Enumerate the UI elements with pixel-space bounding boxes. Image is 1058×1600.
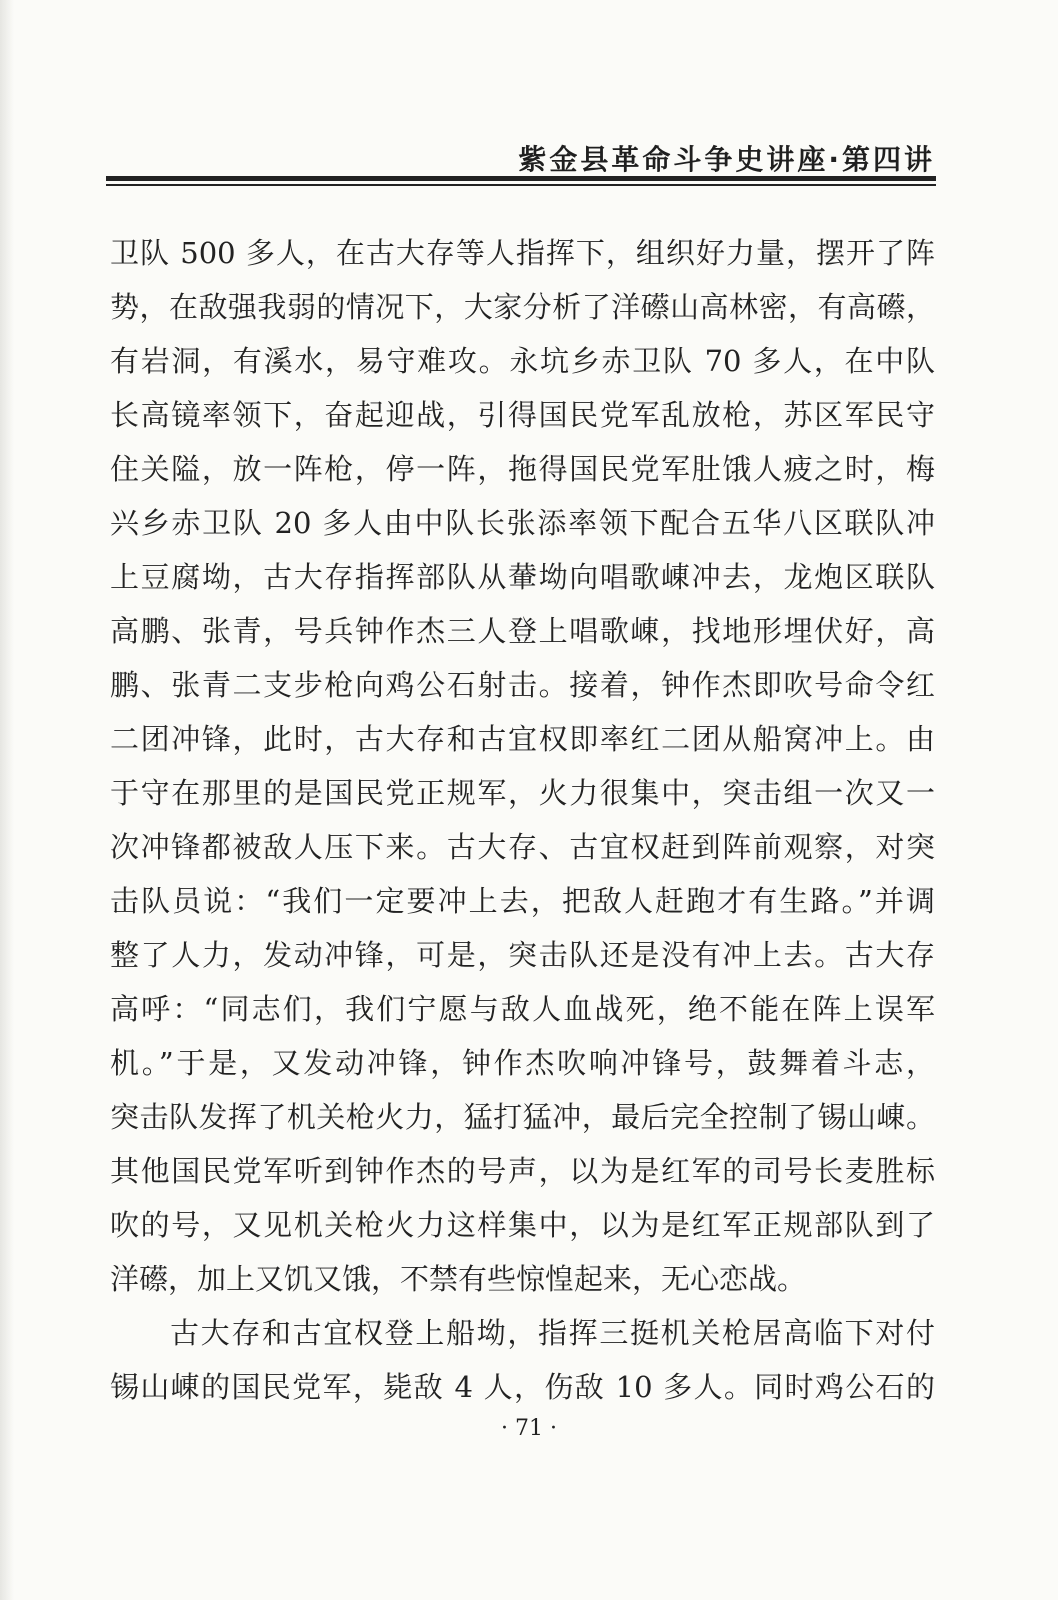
text-line: 鹏、张青二支步枪向鸡公石射击。接着，钟作杰即吹号命令红 <box>110 668 935 702</box>
body-text <box>110 226 935 1414</box>
text-line: 机。”于是，又发动冲锋，钟作杰吹响冲锋号，鼓舞着斗志， <box>110 1046 935 1080</box>
text-line: 势，在敌强我弱的情况下，大家分析了洋礤山高林密，有高礤， <box>110 290 935 324</box>
running-header-title: 紫金县革命斗争史讲座·第四讲 <box>518 143 935 176</box>
text-line: 吹的号，又见机关枪火力这样集中，以为是红军正规部队到了 <box>110 1208 935 1242</box>
text-line: 高呼：“同志们，我们宁愿与敌人血战死，绝不能在阵上误军 <box>110 992 935 1026</box>
page-spine-shadow <box>0 0 14 1600</box>
text-line: 有岩洞，有溪水，易守难攻。永坑乡赤卫队 70 多人，在中队 <box>110 344 935 378</box>
text-line: 卫队 500 多人，在古大存等人指挥下，组织好力量，摆开了阵 <box>110 236 935 270</box>
paragraph-start-line: 古大存和古宜权登上船坳，指挥三挺机关枪居高临下对付 <box>170 1316 935 1350</box>
text-line: 住关隘，放一阵枪，停一阵，拖得国民党军肚饿人疲之时，梅 <box>110 452 935 486</box>
page-number: · 71 · <box>501 1416 557 1441</box>
text-line: 二团冲锋，此时，古大存和古宜权即率红二团从船窝冲上。由 <box>110 722 935 756</box>
text-line: 锡山崠的国民党军，毙敌 4 人，伤敌 10 多人。同时鸡公石的 <box>110 1370 935 1404</box>
text-line: 上豆腐坳，古大存指挥部队从輂坳向唱歌崠冲去，龙炮区联队 <box>110 560 935 594</box>
header-rule-thick <box>106 176 936 181</box>
text-line: 兴乡赤卫队 20 多人由中队长张添率领下配合五华八区联队冲 <box>110 506 935 540</box>
text-line: 其他国民党军听到钟作杰的号声，以为是红军的司号长麦胜标 <box>110 1154 935 1188</box>
paragraph-end-line: 洋礤，加上又饥又饿，不禁有些惊惶起来，无心恋战。 <box>110 1262 807 1296</box>
text-line: 高鹏、张青，号兵钟作杰三人登上唱歌崠，找地形埋伏好，高 <box>110 614 935 648</box>
text-line: 击队员说：“我们一定要冲上去，把敌人赶跑才有生路。”并调 <box>110 884 935 918</box>
text-line: 整了人力，发动冲锋，可是，突击队还是没有冲上去。古大存 <box>110 938 935 972</box>
header-rule-thin <box>106 184 936 186</box>
text-line: 长高镜率领下，奋起迎战，引得国民党军乱放枪，苏区军民守 <box>110 398 935 432</box>
text-line: 突击队发挥了机关枪火力，猛打猛冲，最后完全控制了锡山崠。 <box>110 1100 935 1134</box>
text-line: 次冲锋都被敌人压下来。古大存、古宜权赶到阵前观察，对突 <box>110 830 935 864</box>
text-line: 于守在那里的是国民党正规军，火力很集中，突击组一次又一 <box>110 776 935 810</box>
